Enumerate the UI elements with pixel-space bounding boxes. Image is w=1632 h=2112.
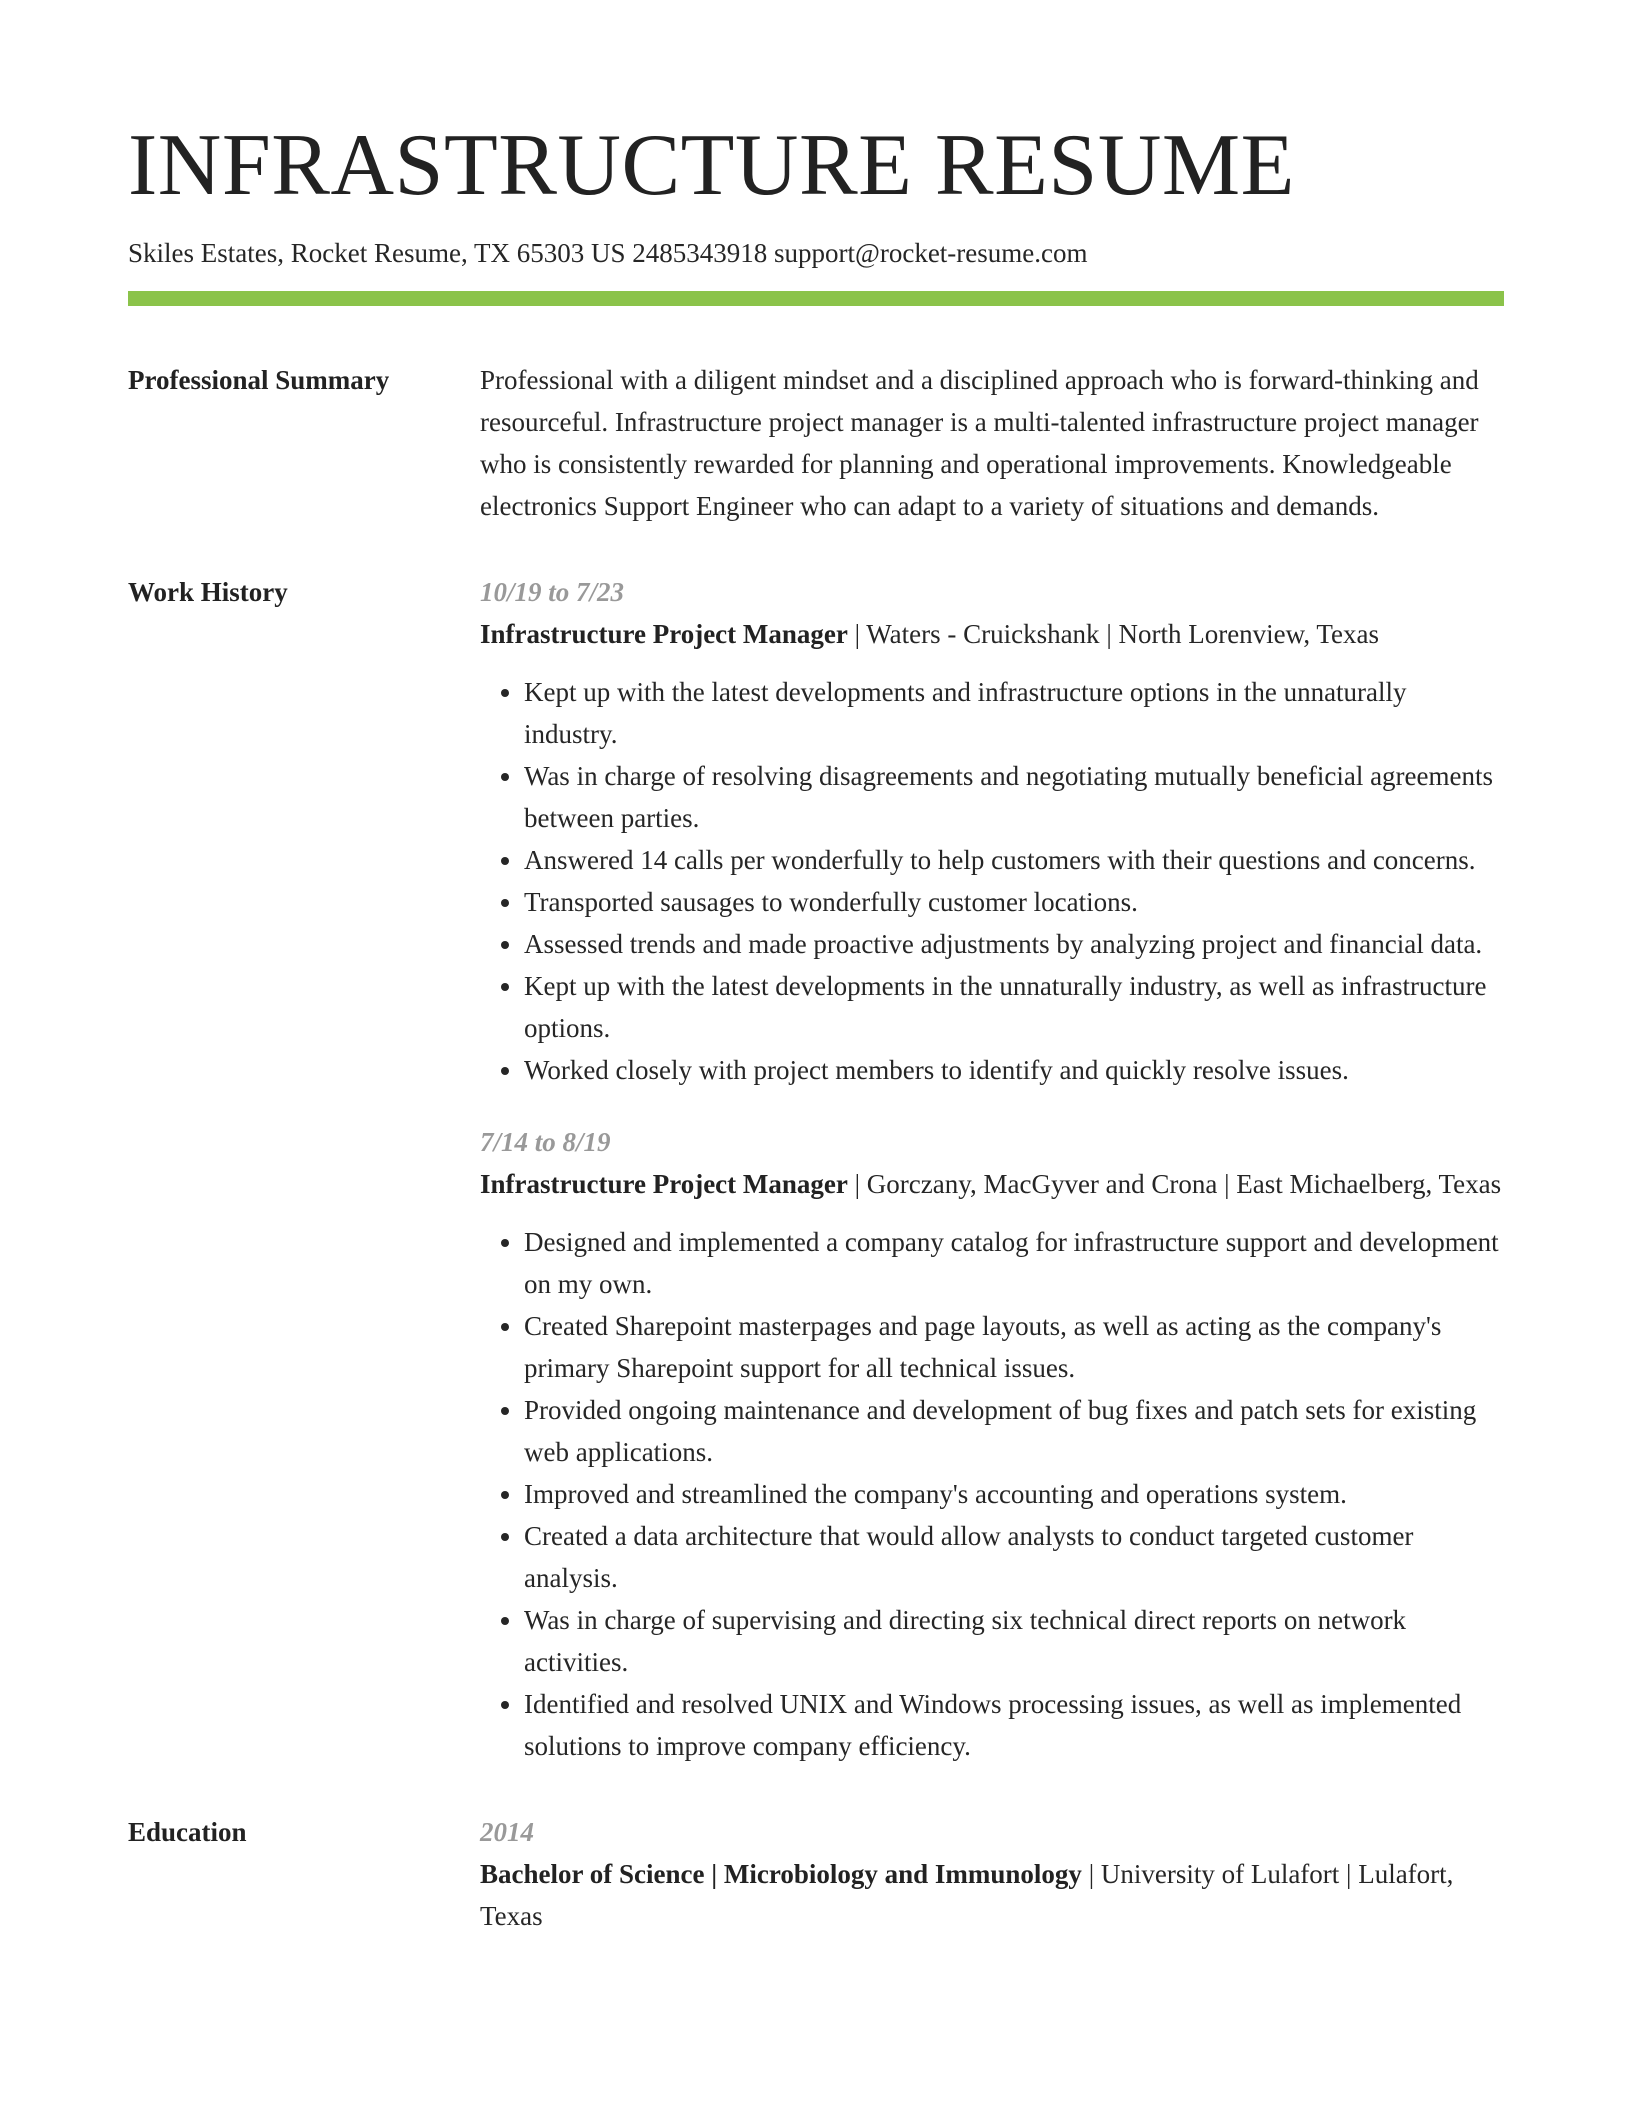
header-divider [128,291,1504,306]
section-label-summary: Professional Summary [128,365,390,396]
summary-text: Professional with a diligent mindset and a disciplined approach who is forward-thinking and resourceful. Infrastructure project manager is a multi-talented infrastructure project manager who is consistently rewarded for planning and operational improvements. Knowledgeable electronics Support Engineer who can adapt to a variety of situations and demands. [480,365,1479,522]
bullet-item: • Transported sausages to wonderfully customer locations. [524,881,1504,923]
section-body-education [480,1811,1504,1937]
contact-line [128,236,1504,271]
job-bullets [480,671,1504,1091]
job-entry [480,571,1504,1091]
job-company: | Gorczany, MacGyver and Crona [848,1169,1218,1199]
bullet-item: • Worked closely with project members to identify and quickly resolve issues. [524,1049,1504,1091]
job-heading [480,1163,1504,1205]
education-degree: Bachelor of Science | Microbiology and Immunology [480,1859,1082,1890]
section-label-education: Education [128,1817,247,1848]
bullet-item: • Provided ongoing maintenance and development of bug fixes and patch sets for existing web applications. [524,1389,1504,1473]
bullet-item: • Designed and implemented a company catalog for infrastructure support and development on my own. [524,1221,1504,1305]
bullet-item: • Assessed trends and made proactive adjustments by analyzing project and financial data. [524,923,1504,965]
job-dates: 7/14 to 8/19 [480,1127,611,1158]
bullet-item: • Created Sharepoint masterpages and page layouts, as well as acting as the company's primary Sharepoint support for all technical issues. [524,1305,1504,1389]
job-heading [480,613,1504,655]
resume-title: INFRASTRUCTURE RESUME [128,117,1295,214]
bullet-item: • Kept up with the latest developments and infrastructure options in the unnaturally industry. [524,671,1504,755]
section-education [128,1811,1504,1937]
contact-email: support@rocket-resume.com [773,238,1088,268]
bullet-item: • Kept up with the latest developments in the unnaturally industry, as well as infrastructure options. [524,965,1504,1049]
contact-phone: 2485343918 [632,238,768,268]
bullet-item: • Identified and resolved UNIX and Windows processing issues, as well as implemented solutions to improve company efficiency. [524,1683,1504,1767]
bullet-item: • Was in charge of resolving disagreements and negotiating mutually beneficial agreements between parties. [524,755,1504,839]
section-body-summary [480,359,1504,527]
education-year: 2014 [480,1817,534,1848]
job-entry [480,1121,1504,1767]
section-label-work: Work History [128,577,288,608]
section-work-history [128,571,1504,1767]
job-location: | East Michaelberg, Texas [1217,1169,1501,1199]
education-location: | Lulafort, Texas [480,1859,1453,1931]
job-company: | Waters - Cruickshank [848,619,1100,649]
section-professional-summary [128,359,1504,527]
education-school: | University of Lulafort [1082,1859,1339,1889]
bullet-item: • Was in charge of supervising and directing six technical direct reports on network activities. [524,1599,1504,1683]
job-title: Infrastructure Project Manager [480,1169,848,1200]
contact-address: Skiles Estates, Rocket Resume, TX 65303 US [128,238,626,268]
job-location: | North Lorenview, Texas [1100,619,1379,649]
bullet-item: • Created a data architecture that would allow analysts to conduct targeted customer analysis. [524,1515,1504,1599]
bullet-item: • Answered 14 calls per wonderfully to help customers with their questions and concerns. [524,839,1504,881]
education-heading [480,1853,1504,1937]
job-bullets [480,1221,1504,1767]
section-body-work [480,571,1504,1767]
job-title: Infrastructure Project Manager [480,619,848,650]
bullet-item: • Improved and streamlined the company's accounting and operations system. [524,1473,1504,1515]
job-dates: 10/19 to 7/23 [480,577,625,608]
